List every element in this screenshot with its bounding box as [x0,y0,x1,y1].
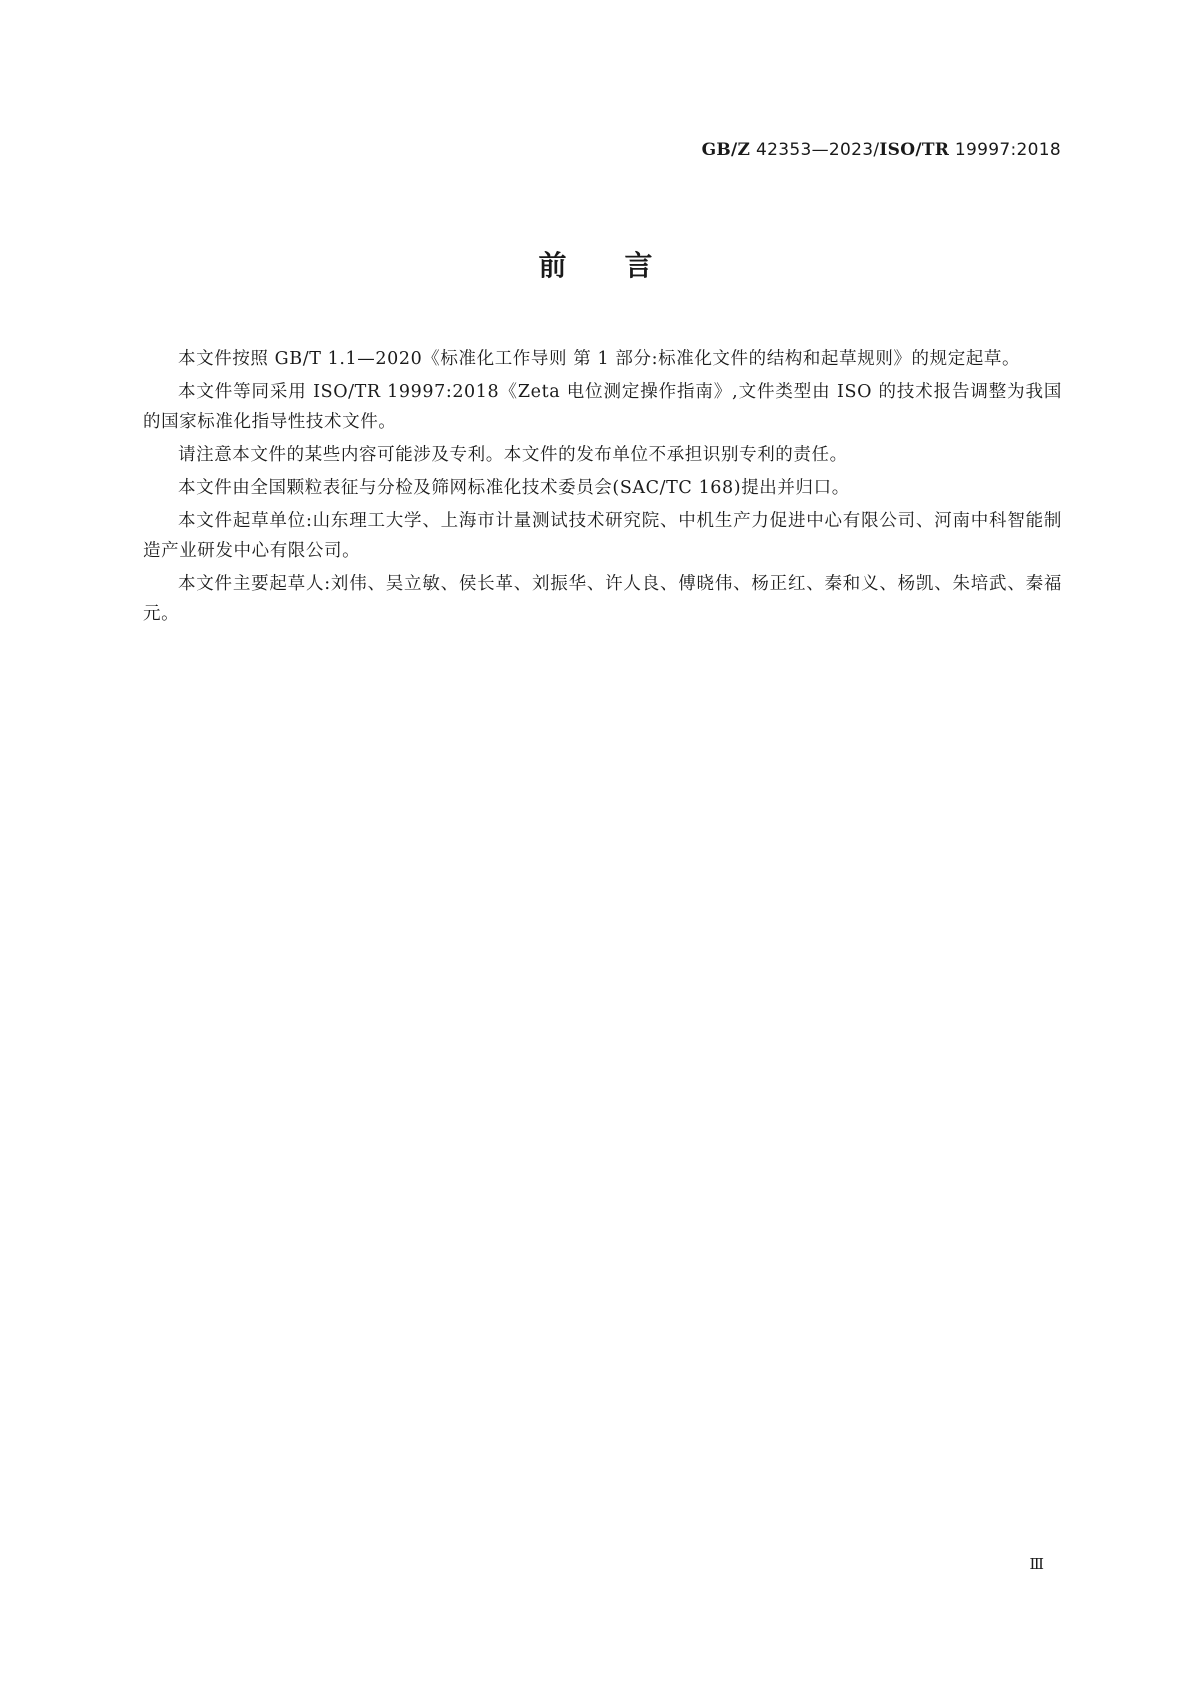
standard-code-header [702,140,1061,160]
iso-prefix: ISO/TR [879,140,950,160]
page-number: Ⅲ [1029,1555,1044,1573]
paragraph-adoption: 本文件等同采用 ISO/TR 19997:2018《Zeta 电位测定操作指南》,文件类型由 ISO 的技术报告调整为我国的国家标准化指导性技术文件。 [143,382,1062,432]
foreword-body [143,344,1062,632]
paragraph-patent-notice: 请注意本文件的某些内容可能涉及专利。本文件的发布单位不承担识别专利的责任。 [178,445,848,465]
paragraph-drafters: 本文件主要起草人:刘伟、吴立敏、侯长革、刘振华、许人良、傅晓伟、杨正红、秦和义、杨凯、朱培武、秦福元。 [143,574,1062,624]
paragraph-drafting-rules: 本文件按照 GB/T 1.1—2020《标准化工作导则 第 1 部分:标准化文件的结构和起草规则》的规定起草。 [178,349,1021,369]
standard-number: 42353—2023/ [756,140,880,160]
paragraph-drafting-units: 本文件起草单位:山东理工大学、上海市计量测试技术研究院、中机生产力促进中心有限公司、河南中科智能制造产业研发中心有限公司。 [143,511,1062,561]
page-title: 前言 [538,249,711,282]
paragraph-committee: 本文件由全国颗粒表征与分检及筛网标准化技术委员会(SAC/TC 168)提出并归口。 [178,478,850,498]
iso-number: 19997:2018 [954,140,1061,160]
standard-prefix: GB/Z [701,140,751,160]
